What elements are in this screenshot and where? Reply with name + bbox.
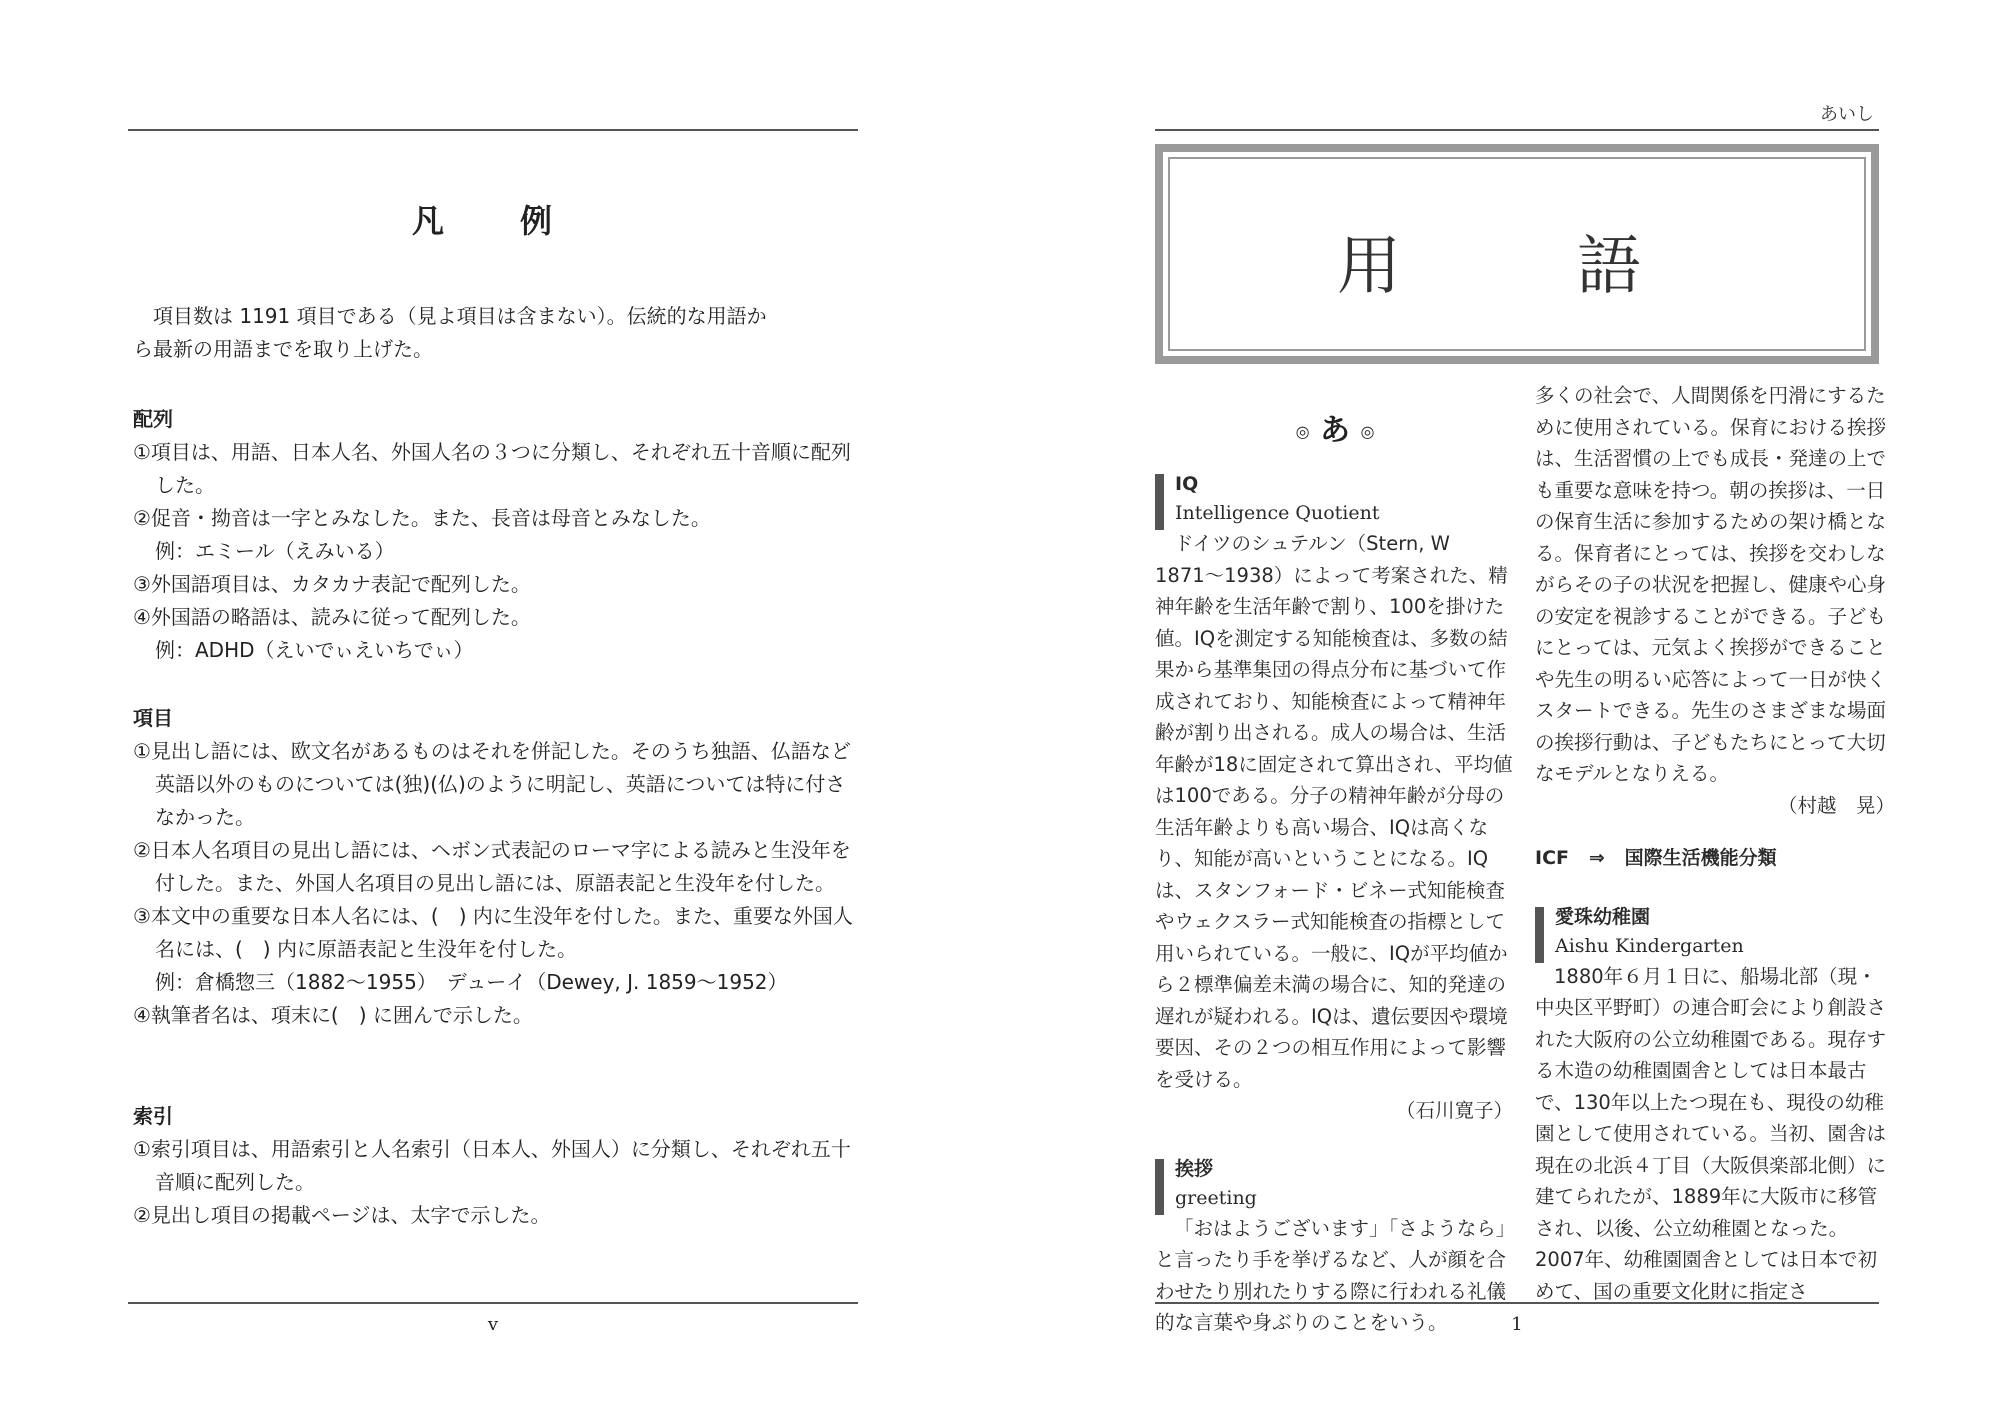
list-item: ②促音・拗音は一字とみなした。また、長音は母音とみなした。 bbox=[133, 506, 711, 530]
list-item: ③外国語項目は、カタカナ表記で配列した。 bbox=[133, 572, 531, 596]
intro-line: 項目数は 1191 項目である（見よ項目は含まない）。伝統的な用語か bbox=[153, 304, 767, 328]
kana-heading-letter: あ bbox=[1320, 413, 1350, 448]
page-number-right: 1 bbox=[1511, 1314, 1523, 1335]
entry-marker bbox=[1155, 474, 1164, 530]
entry-body-continued: 多くの社会で、人間関係を円滑にするために使用されている。保育における挨拶は、生活習慣の上でも成長・発達の上でも重要な意味を持つ。朝の挨拶は、一日の保育生活に参加するための架け橋となる。保育者にとっては、挨拶を交わしながらその子の状況を把握し、健康や心身の安定を視診することができる。子どもにとっては、元気よく挨拶ができることや先生の明るい応答によって一日が快くスタートできる。先生のさまざまな場面の挨拶行動は、子どもたちにとって大切なモデルとなりえる。 bbox=[1535, 384, 1887, 785]
entry-english: Intelligence Quotient bbox=[1175, 502, 1380, 524]
list-item: ③本文中の重要な日本人名には、( ) 内に生没年を付した。また、重要な外国人名には、( ) 内に原語表記と生没年を付した。 bbox=[133, 904, 853, 961]
cross-reference bbox=[1535, 843, 1895, 875]
right-bottom-rule bbox=[1155, 1302, 1879, 1304]
section-items bbox=[133, 702, 853, 1032]
entry-title: IQ bbox=[1175, 473, 1199, 495]
entry-body: ドイツのシュテルン（Stern, W 1871〜1938）によって考案された、精神年齢を生活年齢で割り、100を掛けた値。IQを測定する知能検査は、多数の結果から基準集団の得点分布に基づいて作成されており、知能検査によって精神年齢が割り出される。成人の場合は、生活年齢が18に固定されて算出され、平均値は100である。分子の精神年齢が分母の生活年齢よりも高い場合、IQは高くなり、知能が高いということになる。IQは、スタンフォード・ビネー式知能検査やウェクスラー式知能検査の指標として用いられている。一般に、IQが平均値から２標準偏差未満の場合に、知的発達の遅れが疑われる。IQは、遺伝要因や環境要因、その２つの相互作用によって影響を受ける。 bbox=[1155, 532, 1513, 1091]
left-top-rule bbox=[128, 129, 858, 131]
entry-author: （石川寛子） bbox=[1395, 1099, 1513, 1122]
kana-heading bbox=[1155, 405, 1515, 449]
double-circle-icon: ◎ bbox=[1295, 422, 1310, 441]
entry-body: 1880年６月１日に、船場北部（現・中央区平野町）の連合町会により創設された大阪府の公立幼稚園である。現存する木造の幼稚園園舎としては日本最古で、130年以上たつ現在も、現役の幼稚園として使用されている。当初、園舎は現在の北浜４丁目（大阪倶楽部北側）に建てられたが、1889年に大阪市に移管され、以後、公立幼稚園となった。2007年、幼稚園園舎としては日本で初めて、国の重要文化財に指定さ bbox=[1535, 964, 1887, 1303]
entry-marker bbox=[1535, 907, 1544, 963]
list-item: ①索引項目は、用語索引と人名索引（日本人、外国人）に分類し、それぞれ五十音順に配列した。 bbox=[133, 1137, 851, 1194]
entry-english: greeting bbox=[1175, 1186, 1257, 1209]
page-number-left: v bbox=[487, 1314, 499, 1335]
list-item: ②見出し項目の掲載ページは、太字で示した。 bbox=[133, 1203, 551, 1227]
section-heading: 索引 bbox=[133, 1104, 173, 1128]
entry-english: Aishu Kindergarten bbox=[1555, 934, 1744, 957]
double-circle-icon: ◎ bbox=[1360, 422, 1375, 441]
list-item: ④外国語の略語は、読みに従って配列した。 bbox=[133, 605, 531, 629]
xref-target: 国際生活機能分類 bbox=[1624, 847, 1777, 869]
running-head: あいし bbox=[1820, 104, 1874, 125]
intro-text bbox=[133, 300, 853, 366]
list-item: ④執筆者名は、項末に( ) に囲んで示した。 bbox=[133, 1003, 533, 1027]
entry-title: 挨拶 bbox=[1175, 1157, 1214, 1180]
section-heading: 配列 bbox=[133, 407, 173, 431]
entry-title: 愛珠幼稚園 bbox=[1555, 905, 1651, 928]
entry-iq bbox=[1155, 470, 1513, 528]
list-item: ①項目は、用語、日本人名、外国人名の３つに分類し、それぞれ五十音順に配列した。 bbox=[133, 440, 851, 497]
example-line: 例：エミール（えみいる） bbox=[155, 539, 395, 563]
entry-author: （村越 晃） bbox=[1777, 793, 1895, 817]
left-bottom-rule bbox=[128, 1302, 858, 1304]
section-heading: 項目 bbox=[133, 706, 173, 730]
xref-term: ICF bbox=[1535, 847, 1569, 869]
example-line: 例：ADHD（えいでぃえいちでぃ） bbox=[155, 638, 474, 662]
arrow-right-icon: ⇒ bbox=[1588, 847, 1605, 869]
section-index bbox=[133, 1100, 853, 1232]
entry-greeting bbox=[1155, 1155, 1513, 1213]
section-title: 用 語 bbox=[1337, 230, 1697, 304]
list-item: ②日本人名項目の見出し語には、ヘボン式表記のローマ字による読みと生没年を付した。また、外国人名項目の見出し語には、原語表記と生没年を付した。 bbox=[133, 838, 851, 895]
section-arrangement bbox=[133, 403, 853, 667]
entry-marker bbox=[1155, 1159, 1164, 1215]
entry-aishu bbox=[1535, 903, 1895, 961]
intro-line: ら最新の用語までを取り上げた。 bbox=[133, 337, 433, 361]
example-line: 例：倉橋惣三（1882〜1955） デューイ（Dewey, J. 1859〜1952） bbox=[155, 970, 788, 994]
entry-body: 「おはようございます」「さようなら」と言ったり手を挙げるなど、人が顔を合わせたり別れたりする際に行われる礼儀的な言葉や身ぶりのことをいう。 bbox=[1155, 1216, 1507, 1334]
right-top-rule bbox=[1155, 129, 1879, 131]
list-item: ①見出し語には、欧文名があるものはそれを併記した。そのうち独語、仏語など英語以外のものについては(独)(仏)のように明記し、英語については特に付さなかった。 bbox=[133, 739, 851, 829]
column-1 bbox=[1155, 470, 1513, 1339]
page-title: 凡 例 bbox=[411, 202, 574, 240]
column-2 bbox=[1535, 380, 1895, 1307]
